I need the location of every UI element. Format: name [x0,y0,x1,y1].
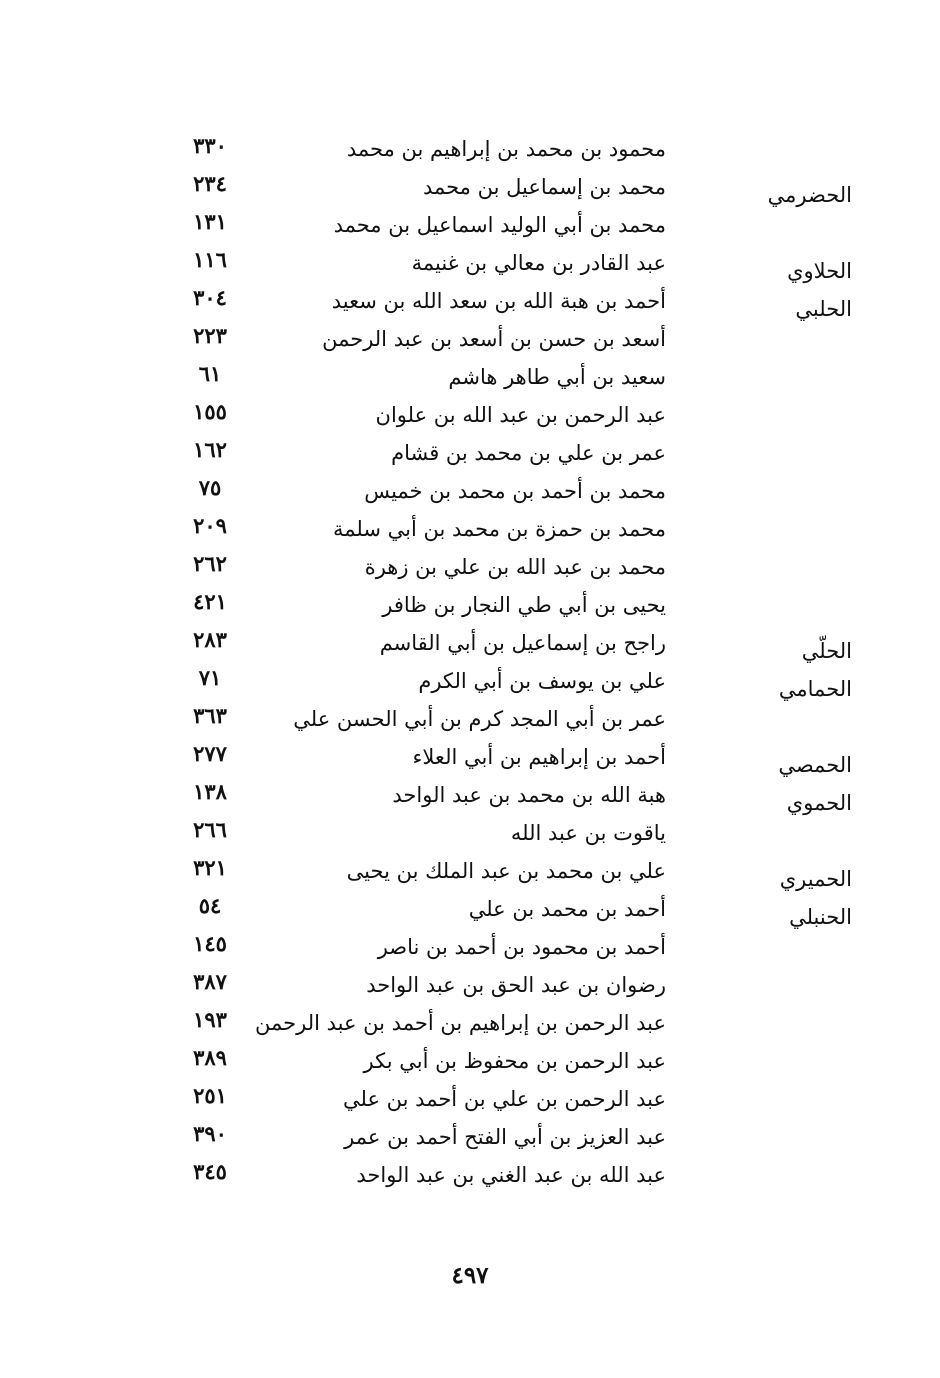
page-reference: ١٩٣ [193,1007,227,1032]
person-name: محمد بن أحمد بن محمد بن خميس [364,479,666,503]
person-name: علي بن محمد بن عبد الملك بن يحيى [346,859,666,883]
page-reference: ٧٥ [198,475,222,500]
page-reference: ٦١ [198,361,222,386]
page-reference: ٥٤ [198,893,222,918]
page-reference: ١٣١ [193,209,227,234]
page-reference: ١٤٥ [193,931,227,956]
person-name: عمر بن أبي المجد كرم بن أبي الحسن علي [293,707,666,731]
index-entry [0,817,940,855]
index-entry [0,513,940,551]
page-reference: ٢٨٣ [193,627,227,652]
person-name: محمود بن محمد بن إبراهيم بن محمد [346,137,666,161]
index-entry [0,323,940,361]
person-name: محمد بن أبي الوليد اسماعيل بن محمد [333,213,666,237]
page-reference: ٣٦٣ [193,703,227,728]
page-reference: ٤٢١ [193,589,227,614]
person-name: أحمد بن إبراهيم بن أبي العلاء [412,745,666,769]
person-name: عبد الرحمن بن إبراهيم بن أحمد بن عبد الرحمن [255,1011,666,1035]
index-entry [0,1007,940,1045]
person-name: أحمد بن هبة الله بن سعد الله بن سعيد [331,289,666,313]
person-name: عبد الرحمن بن علي بن أحمد بن علي [343,1087,666,1111]
index-entry [0,475,940,513]
page-reference: ٧١ [198,665,222,690]
index-entry [0,437,940,475]
page-reference: ٣٨٧ [193,969,227,994]
person-name: عبد القادر بن معالي بن غنيمة [411,251,666,275]
person-name: محمد بن حمزة بن محمد بن أبي سلمة [333,517,666,541]
person-name: محمد بن عبد الله بن علي بن زهرة [364,555,666,579]
index-entry [0,779,940,817]
page-reference: ٢٣٤ [193,171,227,196]
index-entry [0,399,940,437]
nisba-label: الحمصي [778,753,852,777]
index-entry [0,703,940,741]
page-reference: ١١٦ [193,247,227,272]
index-entry [0,1083,940,1121]
index-entry [0,741,940,779]
person-name: علي بن يوسف بن أبي الكرم [418,669,666,693]
nisba-label: الحلبي [795,297,852,321]
person-name: عبد العزيز بن أبي الفتح أحمد بن عمر [344,1125,666,1149]
page-reference: ٢٠٩ [193,513,227,538]
person-name: راجح بن إسماعيل بن أبي القاسم [379,631,666,655]
nisba-label: الحلاوي [787,259,852,283]
person-name: هبة الله بن محمد بن عبد الواحد [392,783,666,807]
page-number: ٤٩٧ [451,1262,489,1289]
index-entry [0,209,940,247]
index-entry [0,247,940,285]
page-reference: ٢٦٢ [193,551,227,576]
index-entry [0,969,940,1007]
page-reference: ١٣٨ [193,779,227,804]
nisba-label: الحميري [779,867,852,891]
index-entry [0,361,940,399]
index-entry [0,285,940,323]
page-reference: ١٥٥ [193,399,227,424]
index-list [0,133,940,1197]
person-name: أحمد بن محمد بن علي [468,897,666,921]
nisba-label: الحمامي [778,677,852,701]
page-reference: ٣٣٠ [193,133,227,158]
index-entry [0,133,940,171]
page-reference: ٣٨٩ [193,1045,227,1070]
index-entry [0,171,940,209]
page-reference: ٢٦٦ [193,817,227,842]
person-name: عبد الرحمن بن عبد الله بن علوان [375,403,666,427]
index-entry [0,665,940,703]
page-reference: ١٦٢ [193,437,227,462]
index-entry [0,855,940,893]
page-reference: ٢٥١ [193,1083,227,1108]
person-name: رضوان بن عبد الحق بن عبد الواحد [366,973,666,997]
index-entry [0,627,940,665]
page-reference: ٣٠٤ [193,285,227,310]
page-reference: ٢٢٣ [193,323,227,348]
index-entry [0,551,940,589]
page-reference: ٣٤٥ [193,1159,227,1184]
person-name: عبد الله بن عبد الغني بن عبد الواحد [356,1163,666,1187]
page-reference: ٣٩٠ [193,1121,227,1146]
person-name: سعيد بن أبي طاهر هاشم [448,365,666,389]
page-reference: ٢٧٧ [193,741,227,766]
nisba-label: الحنبلي [789,905,852,929]
person-name: ياقوت بن عبد الله [510,821,666,845]
index-entry [0,931,940,969]
nisba-label: الحموي [786,791,852,815]
index-entry [0,893,940,931]
index-entry [0,1045,940,1083]
index-entry [0,1159,940,1197]
person-name: محمد بن إسماعيل بن محمد [422,175,666,199]
person-name: يحيى بن أبي طي النجار بن ظافر [382,593,666,617]
index-entry [0,589,940,627]
nisba-label: الحضرمي [767,183,852,207]
person-name: عمر بن علي بن محمد بن قشام [391,441,666,465]
index-entry [0,1121,940,1159]
person-name: أسعد بن حسن بن أسعد بن عبد الرحمن [322,327,666,351]
page-reference: ٣٢١ [193,855,227,880]
person-name: أحمد بن محمود بن أحمد بن ناصر [377,935,666,959]
nisba-label: الحلّي [801,639,852,663]
person-name: عبد الرحمن بن محفوظ بن أبي بكر [363,1049,666,1073]
